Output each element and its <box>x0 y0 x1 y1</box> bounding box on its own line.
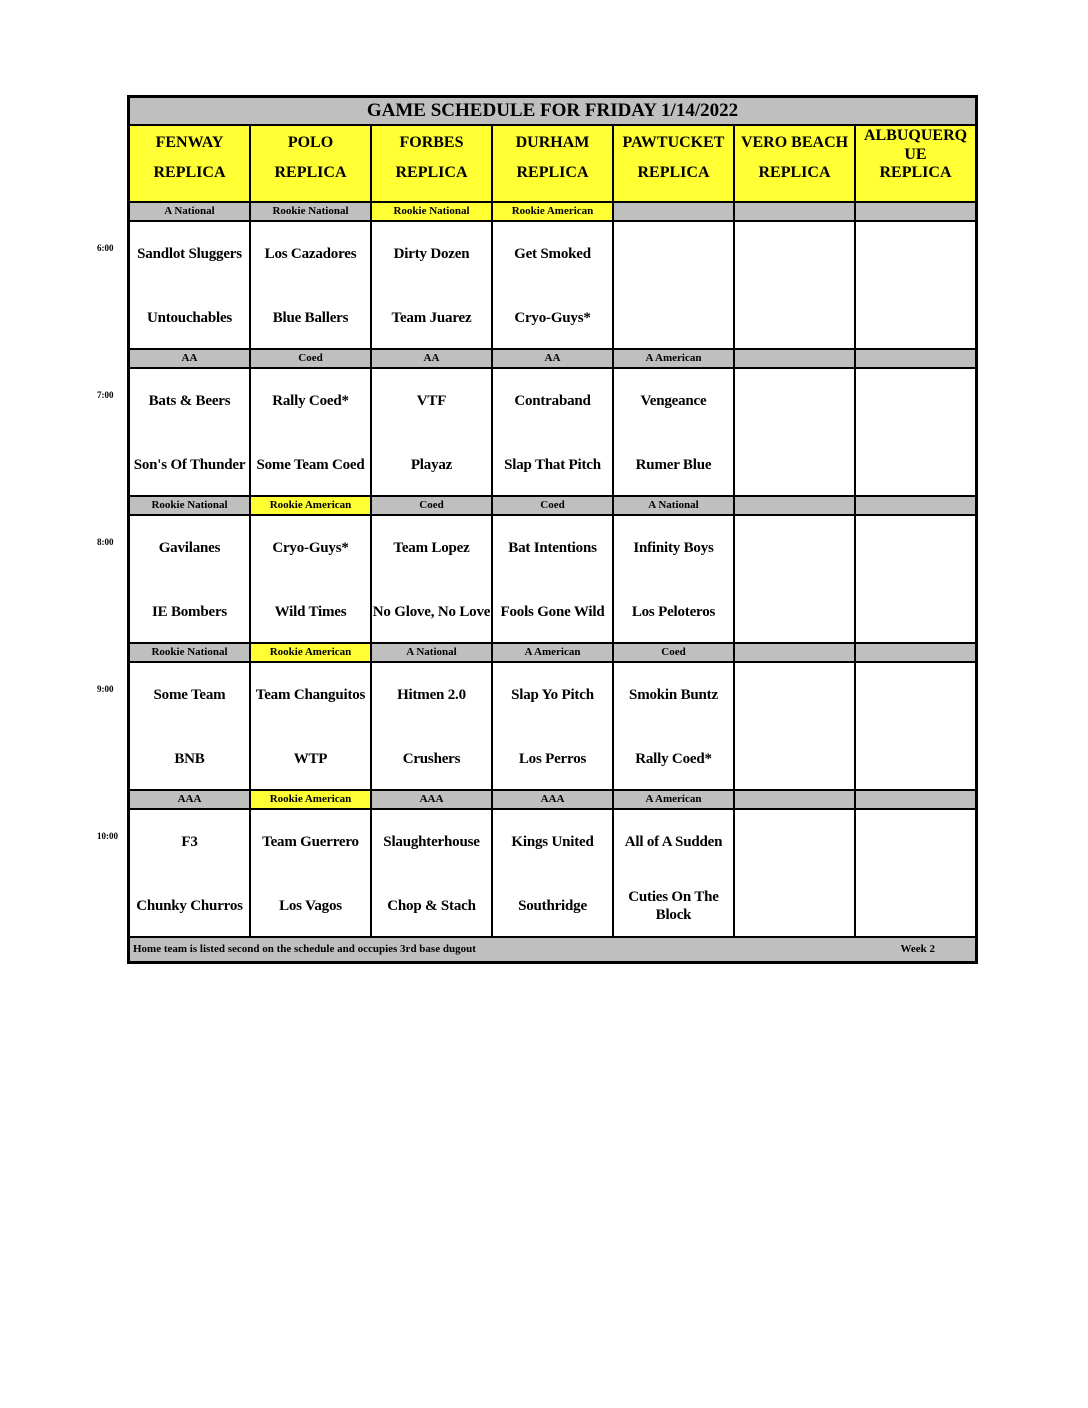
game-row <box>130 516 975 644</box>
division-label <box>856 497 975 514</box>
division-label: Coed <box>251 350 372 367</box>
game-cell <box>372 369 493 495</box>
game-cell <box>614 516 735 642</box>
home-team: Los Peloteros <box>631 604 716 620</box>
game-cell <box>856 222 975 348</box>
away-team <box>735 236 854 272</box>
division-label <box>735 350 856 367</box>
game-cell <box>856 663 975 789</box>
game-cell <box>735 810 856 936</box>
home-team: Los Vagos <box>279 898 342 914</box>
home-team: Southridge <box>518 898 587 914</box>
field-name: VERO BEACH <box>740 134 849 151</box>
game-cell <box>372 810 493 936</box>
home-team: Playaz <box>410 457 453 473</box>
division-label <box>856 350 975 367</box>
field-sub: REPLICA <box>274 164 347 181</box>
away-team: Team Guerrero <box>262 834 359 850</box>
time-label: 10:00 <box>97 831 118 841</box>
away-team <box>735 383 854 419</box>
division-label <box>856 644 975 661</box>
away-team: Team Changuitos <box>255 687 366 703</box>
schedule-table <box>127 95 978 964</box>
home-team <box>856 741 975 777</box>
footer-note: Home team is listed second on the schedule and occupies 3rd base dugout <box>133 943 476 955</box>
home-team: Cryo-Guys* <box>514 310 591 326</box>
home-team: BNB <box>174 751 205 767</box>
away-team <box>735 530 854 566</box>
field-name: FENWAY <box>155 134 224 151</box>
division-label: Rookie American <box>493 203 614 220</box>
away-team: Vengeance <box>640 393 707 409</box>
away-team: All of A Sudden <box>624 834 723 850</box>
field-header-vero-beach <box>735 126 856 201</box>
field-header-pawtucket <box>614 126 735 201</box>
game-row <box>130 810 975 938</box>
game-cell <box>372 663 493 789</box>
game-cell <box>130 369 251 495</box>
division-label <box>856 203 975 220</box>
away-team <box>856 383 975 419</box>
game-row <box>130 369 975 497</box>
division-row <box>130 350 975 369</box>
game-cell <box>251 516 372 642</box>
away-team: Kings United <box>511 834 594 850</box>
home-team <box>614 300 733 336</box>
home-team: WTP <box>293 751 328 767</box>
field-sub: REPLICA <box>758 164 831 181</box>
field-name: POLO <box>287 134 334 151</box>
game-cell <box>735 516 856 642</box>
division-label: Rookie National <box>130 497 251 514</box>
home-team: Crushers <box>402 751 461 767</box>
field-sub: REPLICA <box>637 164 710 181</box>
away-team: Gavilanes <box>158 540 221 556</box>
field-sub: REPLICA <box>395 164 468 181</box>
home-team <box>735 594 854 630</box>
field-header-row <box>130 126 975 203</box>
field-name: DURHAM <box>515 134 590 151</box>
game-cell <box>614 369 735 495</box>
away-team <box>735 677 854 713</box>
home-team <box>735 888 854 924</box>
game-cell <box>130 810 251 936</box>
division-row <box>130 791 975 810</box>
away-team: Rally Coed* <box>272 393 349 409</box>
game-cell <box>493 810 614 936</box>
division-label <box>856 791 975 808</box>
away-team <box>735 824 854 860</box>
division-label: AAA <box>130 791 251 808</box>
division-label: A American <box>614 350 735 367</box>
time-label: 7:00 <box>97 390 114 400</box>
away-team: Bat Intentions <box>508 540 597 556</box>
week-label: Week 2 <box>900 943 935 955</box>
home-team: Chop & Stach <box>387 898 476 914</box>
home-team <box>856 300 975 336</box>
game-cell <box>372 516 493 642</box>
home-team: Chunky Churros <box>136 898 243 914</box>
division-label: Rookie National <box>251 203 372 220</box>
game-cell <box>251 222 372 348</box>
division-label: A National <box>372 644 493 661</box>
game-cell <box>856 810 975 936</box>
home-team <box>735 300 854 336</box>
game-cell <box>493 369 614 495</box>
time-label: 8:00 <box>97 537 114 547</box>
away-team <box>856 530 975 566</box>
time-label: 9:00 <box>97 684 114 694</box>
away-team: VTF <box>416 393 447 409</box>
away-team: Infinity Boys <box>633 540 714 556</box>
division-label: Rookie American <box>251 791 372 808</box>
away-team: Hitmen 2.0 <box>397 687 466 703</box>
away-team: Sandlot Sluggers <box>137 246 242 262</box>
home-team: Team Juarez <box>391 310 472 326</box>
home-team: Blue Ballers <box>272 310 349 326</box>
game-cell <box>251 663 372 789</box>
division-label: Rookie American <box>251 644 372 661</box>
game-cell <box>735 369 856 495</box>
field-sub: REPLICA <box>153 164 226 181</box>
game-row <box>130 663 975 791</box>
game-row <box>130 222 975 350</box>
game-cell <box>856 516 975 642</box>
division-label <box>735 791 856 808</box>
field-name: FORBES <box>399 134 464 151</box>
division-label <box>614 203 735 220</box>
game-cell <box>493 663 614 789</box>
division-row <box>130 644 975 663</box>
game-cell <box>130 663 251 789</box>
division-label: AAA <box>493 791 614 808</box>
field-header-albuquerque <box>856 126 975 201</box>
home-team <box>735 741 854 777</box>
game-cell <box>493 222 614 348</box>
away-team <box>856 824 975 860</box>
time-label: 6:00 <box>97 243 114 253</box>
home-team: Some Team Coed <box>256 457 365 473</box>
away-team: Team Lopez <box>393 540 470 556</box>
home-team: Wild Times <box>274 604 347 620</box>
game-cell <box>614 663 735 789</box>
away-team: Los Cazadores <box>264 246 357 262</box>
home-team: Fools Gone Wild <box>500 604 605 620</box>
away-team: Dirty Dozen <box>393 246 470 262</box>
division-label <box>735 203 856 220</box>
home-team <box>856 594 975 630</box>
division-label: AA <box>130 350 251 367</box>
home-team: Untouchables <box>146 310 233 326</box>
division-label <box>735 644 856 661</box>
home-team: Rumer Blue <box>635 457 712 473</box>
away-team: Contraband <box>514 393 591 409</box>
home-team: Rally Coed* <box>635 751 712 767</box>
game-cell <box>251 810 372 936</box>
division-label: Rookie National <box>130 644 251 661</box>
footer <box>130 938 975 961</box>
field-sub: REPLICA <box>879 164 952 181</box>
division-label <box>735 497 856 514</box>
away-team: Slaughterhouse <box>383 834 480 850</box>
game-cell <box>735 222 856 348</box>
schedule-title: GAME SCHEDULE FOR FRIDAY 1/14/2022 <box>130 98 975 126</box>
home-team <box>735 447 854 483</box>
home-team: Slap That Pitch <box>504 457 601 473</box>
division-label: Coed <box>614 644 735 661</box>
division-label: Rookie American <box>251 497 372 514</box>
game-cell <box>856 369 975 495</box>
field-name: PAWTUCKET <box>622 134 725 151</box>
home-team: Son's Of Thunder <box>133 457 246 473</box>
time-slots <box>130 203 975 938</box>
away-team <box>856 677 975 713</box>
field-name: ALBUQUERQUE <box>863 127 968 163</box>
away-team <box>856 236 975 272</box>
field-header-polo <box>251 126 372 201</box>
division-row <box>130 203 975 222</box>
away-team: Get Smoked <box>514 246 591 262</box>
field-header-forbes <box>372 126 493 201</box>
away-team: Cryo-Guys* <box>272 540 349 556</box>
division-label: Coed <box>493 497 614 514</box>
division-row <box>130 497 975 516</box>
division-label: A American <box>493 644 614 661</box>
game-cell <box>614 222 735 348</box>
division-label: Rookie National <box>372 203 493 220</box>
home-team: IE Bombers <box>151 604 228 620</box>
division-label: AA <box>493 350 614 367</box>
away-team: Bats & Beers <box>148 393 231 409</box>
away-team: Slap Yo Pitch <box>511 687 594 703</box>
division-label: A National <box>614 497 735 514</box>
division-label: Coed <box>372 497 493 514</box>
home-team <box>856 447 975 483</box>
division-label: A American <box>614 791 735 808</box>
game-cell <box>372 222 493 348</box>
away-team <box>614 236 733 272</box>
field-header-durham <box>493 126 614 201</box>
away-team: F3 <box>181 834 198 850</box>
home-team: Los Perros <box>518 751 587 767</box>
division-label: AAA <box>372 791 493 808</box>
game-cell <box>130 222 251 348</box>
game-cell <box>493 516 614 642</box>
home-team: No Glove, No Love <box>372 604 491 620</box>
away-team: Some Team <box>153 687 226 703</box>
home-team: Cuties On The Block <box>628 889 719 923</box>
away-team: Smokin Buntz <box>629 687 718 703</box>
game-cell <box>130 516 251 642</box>
game-cell <box>614 810 735 936</box>
game-cell <box>735 663 856 789</box>
division-label: A National <box>130 203 251 220</box>
field-sub: REPLICA <box>516 164 589 181</box>
division-label: AA <box>372 350 493 367</box>
game-cell <box>251 369 372 495</box>
home-team <box>856 888 975 924</box>
field-header-fenway <box>130 126 251 201</box>
